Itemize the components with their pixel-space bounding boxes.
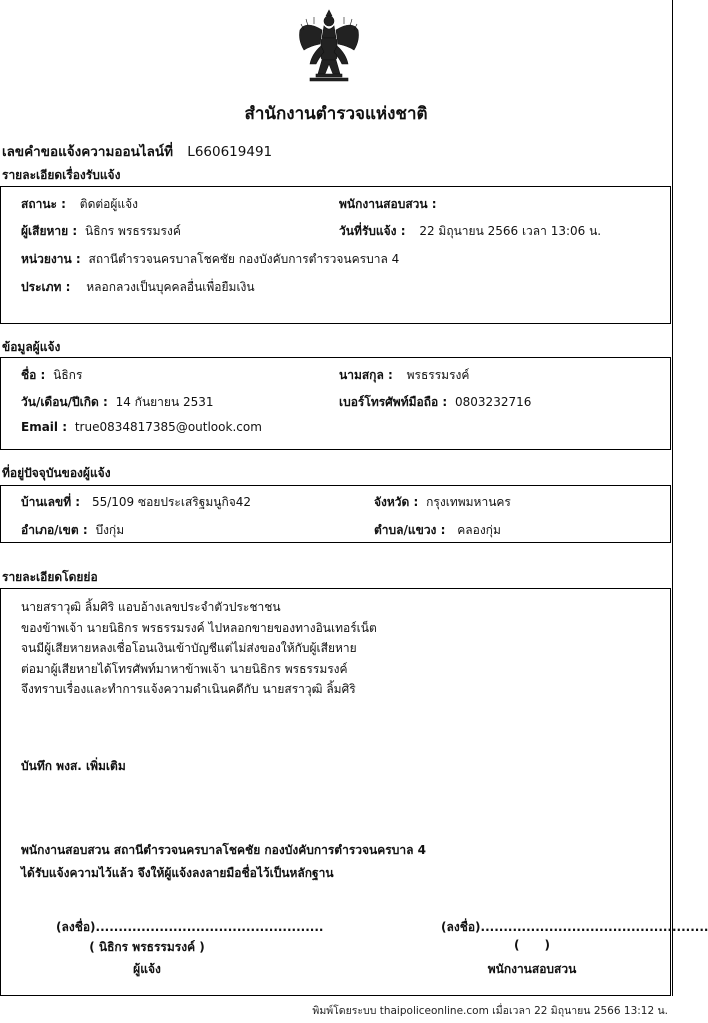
unit-label: หน่วยงาน : <box>21 252 81 266</box>
unit-field <box>21 250 399 269</box>
summary-section-title: รายละเอียดโดยย่อ <box>2 570 98 584</box>
house-value: 55/109 ซอยประเสริฐมนูกิจ42 <box>91 495 252 509</box>
province-label: จังหวัด : <box>374 495 419 509</box>
summary-line: นายสราวุฒิ ลิ้มศิริ แอบอ้างเลขประจำตัวประชาชน <box>21 600 281 614</box>
summary-line: จนมีผู้เสียหายหลงเชื่อโอนเงินเข้าบัญชีแต่ไม่ส่งของให้กับผู้เสียหาย <box>21 641 357 655</box>
subdistrict-label: ตำบล/แขวง : <box>374 523 446 537</box>
victim-label: ผู้เสียหาย : <box>21 224 78 238</box>
report-number-label: เลขคำขอแจ้งความออนไลน์ที่ <box>2 144 173 160</box>
garuda-emblem-icon <box>296 6 362 86</box>
dob-field <box>21 393 214 412</box>
last-name-field <box>339 366 469 385</box>
report-number: L660619491 <box>187 144 273 160</box>
summary-line: จึงทราบเรื่องและทำการแจ้งความดำเนินคดีกับ นายสราวุฒิ ลิ้มศิริ <box>21 682 356 696</box>
summary-line: ของข้าพเจ้า นายนิธิกร พรธรรมรงค์ ไปหลอกขายของทางอินเทอร์เน็ต <box>21 620 377 635</box>
type-field <box>21 278 255 297</box>
agency-title: สำนักงานตำรวจแห่งชาติ <box>244 104 428 124</box>
address-section-title: ที่อยู่ปัจจุบันของผู้แจ้ง <box>2 466 111 480</box>
officer-signature-line: (ลงชื่อ).................................................. <box>441 920 708 934</box>
district-value: บึงกุ่ม <box>95 523 125 537</box>
ack-line-2: ได้รับแจ้งความไว้แล้ว จึงให้ผู้แจ้งลงลายมือชื่อไว้เป็นหลักฐาน <box>21 866 334 880</box>
report-date-label: วันที่รับแจ้ง : <box>339 224 406 238</box>
unit-value: สถานีตำรวจนครบาลโชคชัย กองบังคับการตำรวจนครบาล 4 <box>88 252 400 266</box>
summary-line: ต่อมาผู้เสียหายได้โทรศัพท์มาหาข้าพเจ้า นายนิธิกร พรธรรมรงค์ <box>21 661 348 676</box>
officer-field <box>339 195 437 214</box>
victim-value: นิธิกร พรธรรมรงค์ <box>84 224 181 238</box>
dob-value: 14 กันยายน 2531 <box>115 395 214 409</box>
last-name-label: นามสกุล : <box>339 368 393 382</box>
email-field <box>21 420 262 434</box>
house-field <box>21 493 251 512</box>
reporter-signature-role: ผู้แจ้ง <box>133 962 161 976</box>
officer-note-label: บันทึก พงส. เพิ่มเติม <box>21 759 126 773</box>
phone-label: เบอร์โทรศัพท์มือถือ : <box>339 395 448 409</box>
house-label: บ้านเลขที่ : <box>21 495 81 509</box>
type-value: หลอกลวงเป็นบุคคลอื่นเพื่อยืมเงิน <box>86 280 255 294</box>
summary-text <box>21 597 377 700</box>
status-label: สถานะ : <box>21 197 66 211</box>
status-field <box>21 195 138 214</box>
dob-label: วัน/เดือน/ปีเกิด : <box>21 395 108 409</box>
first-name-label: ชื่อ : <box>21 368 46 382</box>
phone-value: 0803232716 <box>455 395 532 409</box>
province-field <box>374 493 511 512</box>
type-label: ประเภท : <box>21 280 71 294</box>
print-footer: พิมพ์โดยระบบ thaipoliceonline.com เมื่อเวลา 22 มิถุนายน 2566 13:12 น. <box>312 1005 668 1017</box>
status-value: ติดต่อผู้แจ้ง <box>79 197 139 211</box>
first-name-field <box>21 366 82 385</box>
officer-signature-name: ( ) <box>513 938 551 952</box>
subdistrict-field <box>374 521 501 540</box>
province-value: กรุงเทพมหานคร <box>426 495 511 509</box>
victim-field <box>21 222 181 241</box>
last-name-value: พรธรรมรงค์ <box>406 368 470 382</box>
case-section-title: รายละเอียดเรื่องรับแจ้ง <box>2 168 121 182</box>
reporter-signature-line: (ลงชื่อ).................................................. <box>56 920 324 934</box>
subdistrict-value: คลองกุ่ม <box>457 523 501 537</box>
district-field <box>21 521 124 540</box>
reporter-signature-name: ( นิธิกร พรธรรมรงค์ ) <box>89 940 205 954</box>
email-value: true0834817385@outlook.com <box>74 420 262 434</box>
officer-signature-role: พนักงานสอบสวน <box>487 962 577 976</box>
report-date-value: 22 มิถุนายน 2566 เวลา 13:06 น. <box>419 224 602 238</box>
phone-field <box>339 393 531 412</box>
report-date-field <box>339 222 601 241</box>
reporter-section-title: ข้อมูลผู้แจ้ง <box>2 340 61 354</box>
first-name-value: นิธิกร <box>53 368 83 382</box>
email-label: Email : <box>21 420 68 434</box>
report-number-row <box>2 140 272 162</box>
officer-label: พนักงานสอบสวน : <box>339 197 437 211</box>
district-label: อำเภอ/เขต : <box>21 523 88 537</box>
ack-line-1: พนักงานสอบสวน สถานีตำรวจนครบาลโชคชัย กองบังคับการตำรวจนครบาล 4 <box>21 843 426 857</box>
